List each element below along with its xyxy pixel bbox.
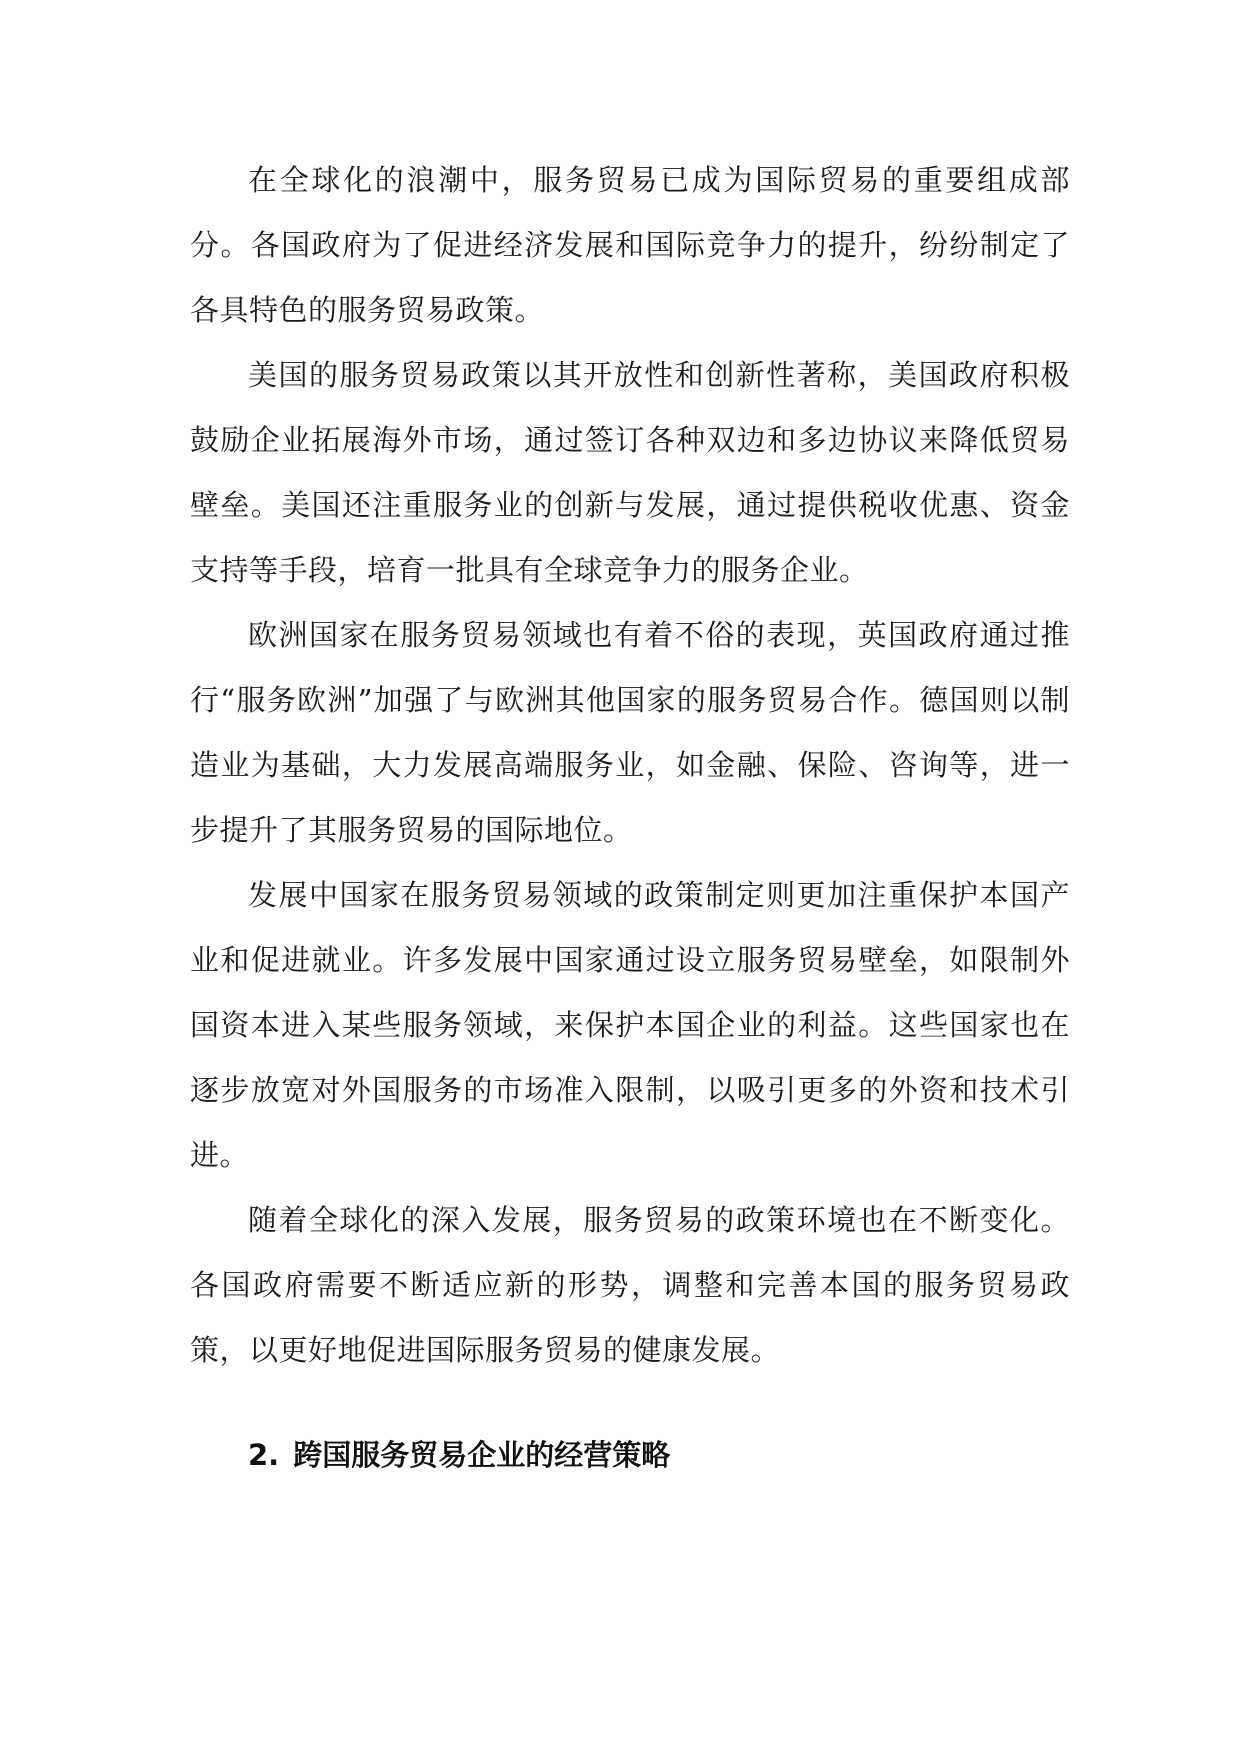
section-title: 跨国服务贸易企业的经营策略 (293, 1438, 671, 1472)
paragraph-5: 随着全球化的深入发展，服务贸易的政策环境也在不断变化。各国政府需要不断适应新的形势，调整和完善本国的服务贸易政策，以更好地促进国际服务贸易的健康发展。 (190, 1203, 1070, 1367)
document-body (190, 148, 1070, 1475)
section-heading (190, 1435, 1070, 1475)
paragraph-4: 发展中国家在服务贸易领域的政策制定则更加注重保护本国产业和促进就业。许多发展中国家通过设立服务贸易壁垒，如限制外国资本进入某些服务领域，来保护本国企业的利益。这些国家也在逐步放宽对外国服务的市场准入限制，以吸引更多的外资和技术引进。 (190, 878, 1070, 1172)
paragraph-2: 美国的服务贸易政策以其开放性和创新性著称，美国政府积极鼓励企业拓展海外市场，通过签订各种双边和多边协议来降低贸易壁垒。美国还注重服务业的创新与发展，通过提供税收优惠、资金支持等手段，培育一批具有全球竞争力的服务企业。 (190, 358, 1070, 587)
section-number: 2. (248, 1438, 280, 1472)
paragraph-3: 欧洲国家在服务贸易领域也有着不俗的表现，英国政府通过推行“服务欧洲”加强了与欧洲其他国家的服务贸易合作。德国则以制造业为基础，大力发展高端服务业，如金融、保险、咨询等，进一步提升了其服务贸易的国际地位。 (190, 618, 1070, 847)
paragraph-1: 在全球化的浪潮中，服务贸易已成为国际贸易的重要组成部分。各国政府为了促进经济发展和国际竞争力的提升，纷纷制定了各具特色的服务贸易政策。 (190, 163, 1070, 327)
